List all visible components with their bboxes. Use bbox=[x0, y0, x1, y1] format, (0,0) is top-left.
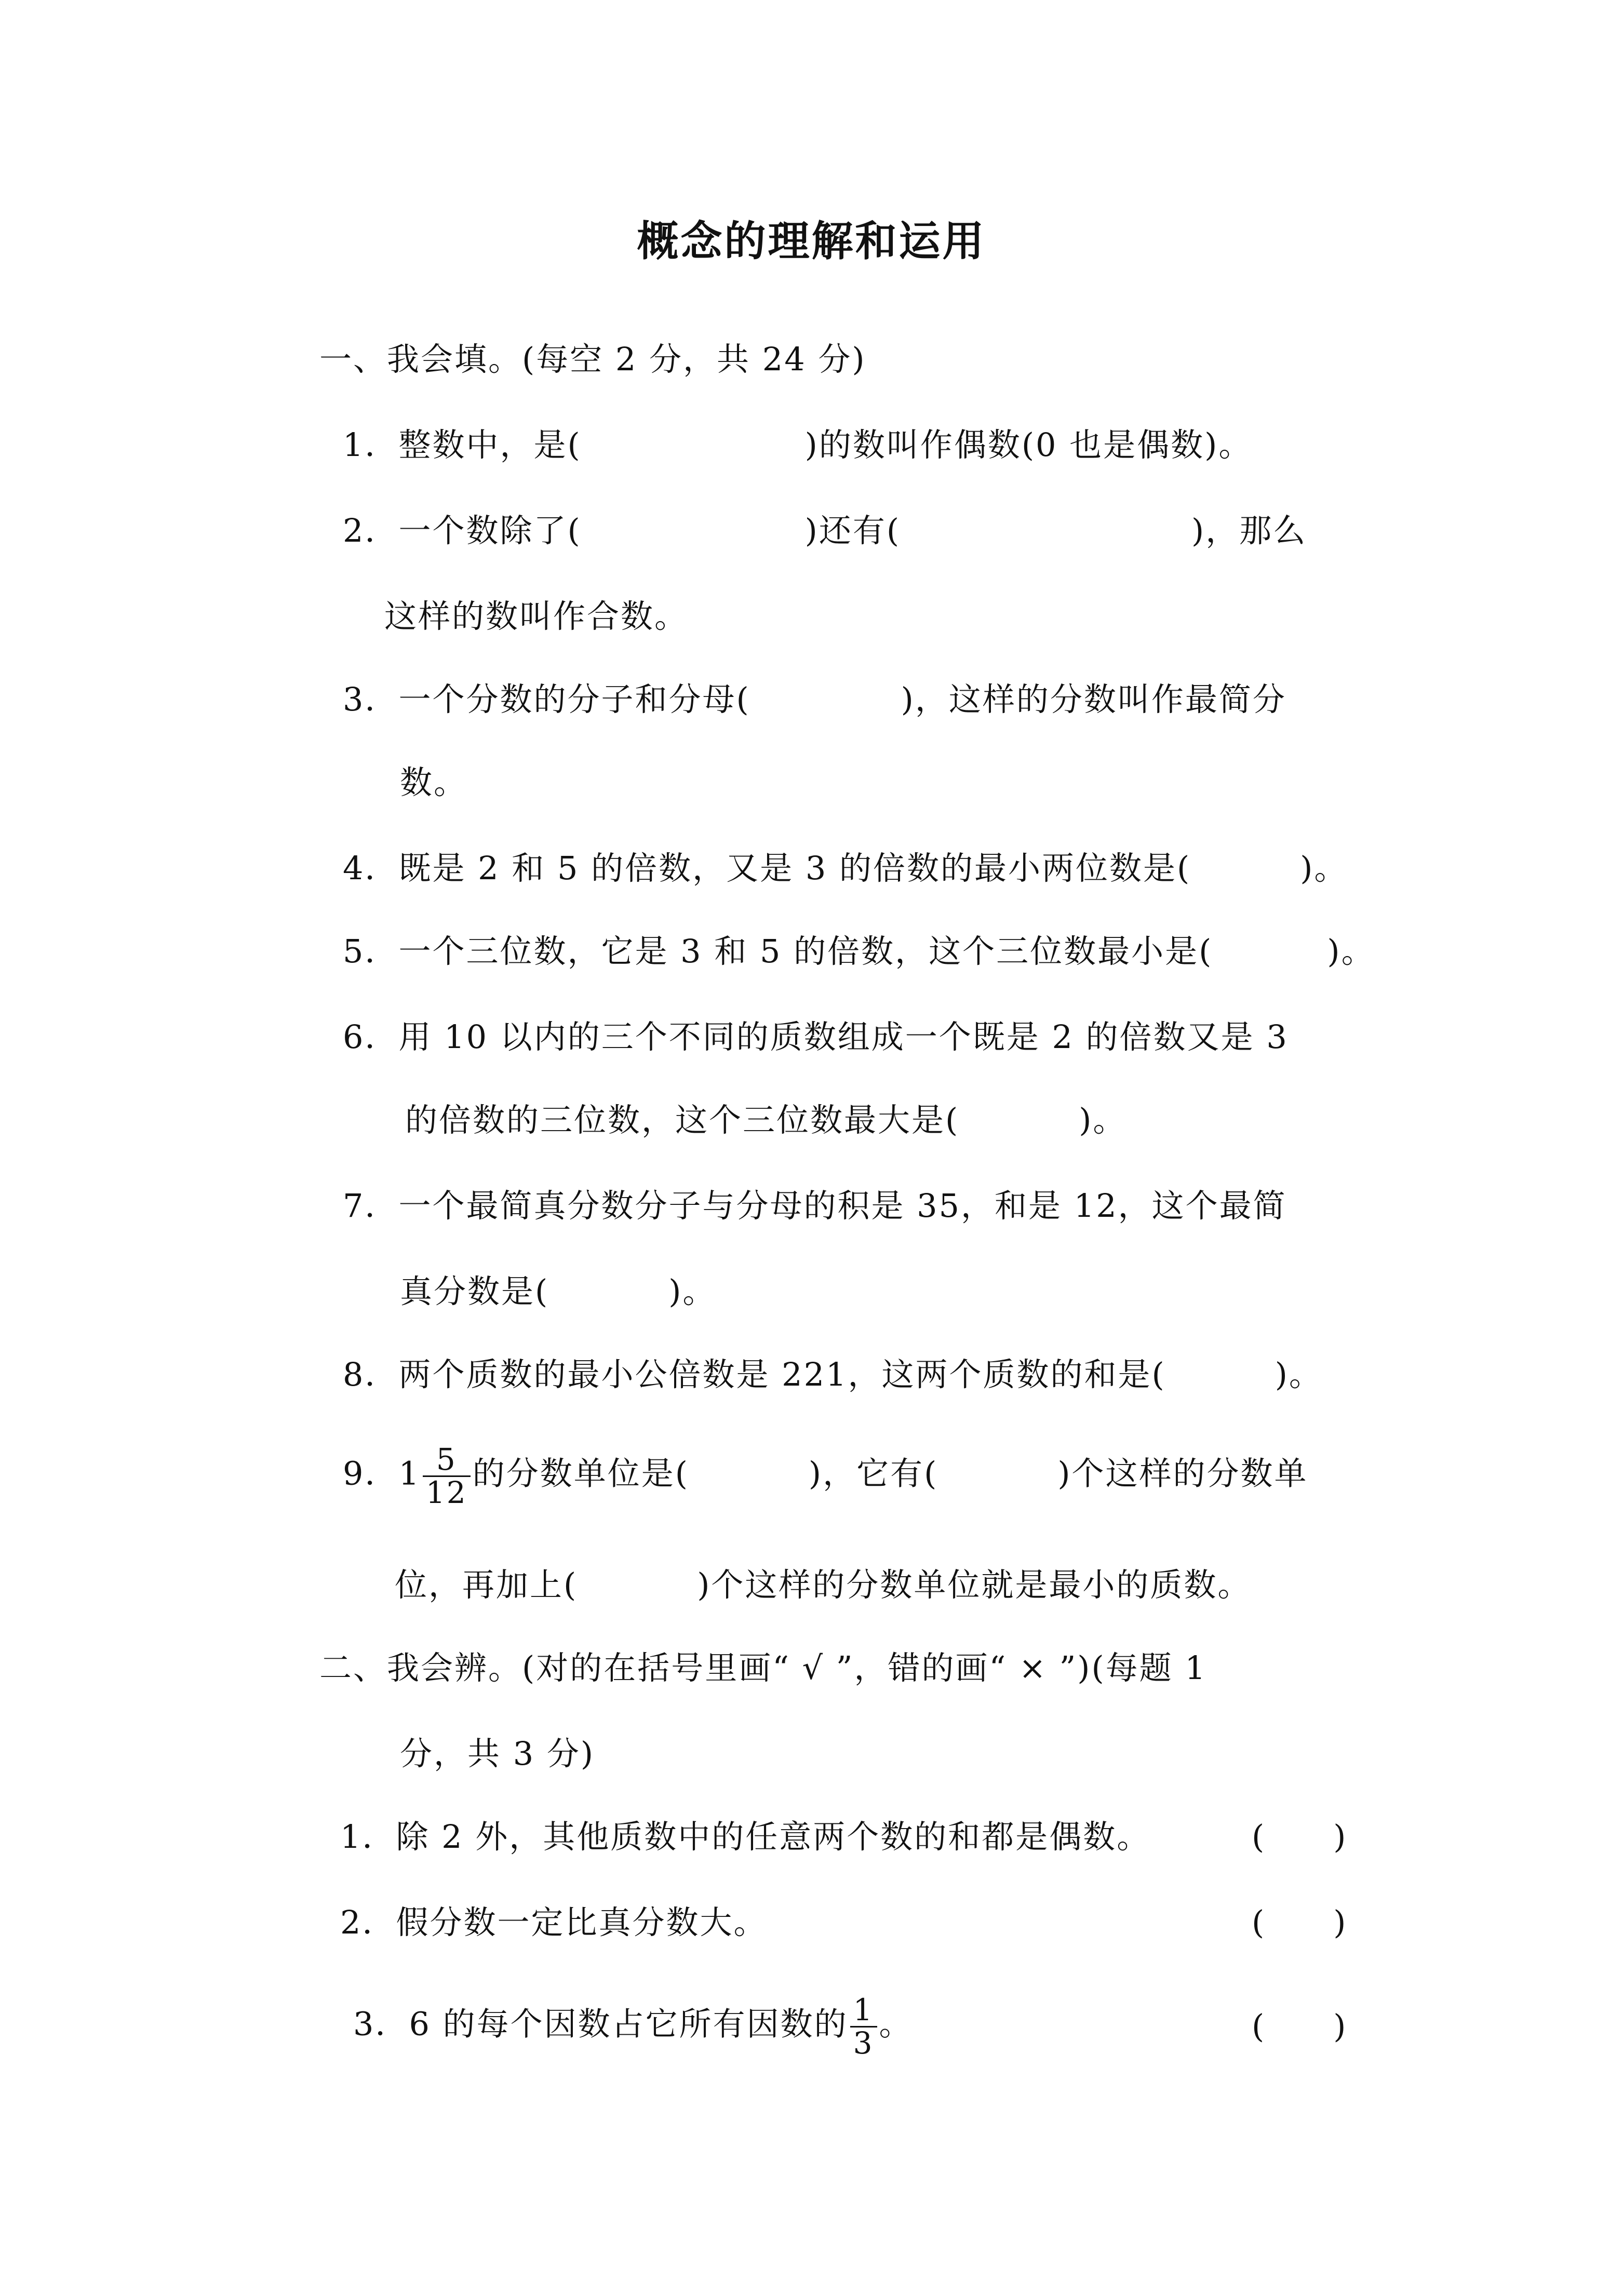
fraction-numerator: 5 bbox=[423, 1444, 471, 1477]
question-1-6: 6．用 10 以内的三个不同的质数组成一个既是 2 的倍数又是 3 bbox=[343, 1018, 1289, 1056]
question-text: 1．整数中，是( bbox=[343, 426, 582, 464]
question-1-7: 7．一个最简真分数分子与分母的积是 35，和是 12，这个最简 bbox=[343, 1187, 1287, 1225]
question-text: )的数叫作偶数(0 也是偶数)。 bbox=[804, 426, 1253, 464]
answer-bracket[interactable]: ( ) bbox=[1252, 1903, 1348, 1941]
question-text: 3．一个分数的分子和分母( bbox=[343, 680, 750, 718]
question-text: )。 bbox=[1275, 1355, 1323, 1393]
question-text: )，那么 bbox=[1191, 512, 1307, 549]
question-text: 8．两个质数的最小公倍数是 221，这两个质数的和是( bbox=[343, 1355, 1166, 1393]
question-2-1: 1．除 2 外，其他质数中的任意两个数的和都是偶数。 bbox=[340, 1818, 1151, 1856]
fraction-numerator: 1 bbox=[850, 1994, 877, 2028]
question-text: )，这样的分数叫作最简分 bbox=[901, 680, 1286, 718]
question-text: )还有( bbox=[804, 512, 901, 549]
question-1-7-cont bbox=[400, 1272, 716, 1311]
question-1-6-cont bbox=[405, 1101, 1126, 1139]
question-text: 位，再加上( bbox=[395, 1566, 578, 1604]
question-text: 3．6 的每个因数占它所有因数的 bbox=[353, 2005, 848, 2043]
question-1-5 bbox=[343, 932, 1375, 971]
question-2-2: 2．假分数一定比真分数大。 bbox=[340, 1903, 768, 1941]
question-text: 9．1 bbox=[343, 1454, 421, 1493]
fraction-denominator: 12 bbox=[425, 1474, 467, 1510]
question-text: )。 bbox=[668, 1272, 717, 1310]
page-title: 概念的理解和运用 bbox=[637, 217, 986, 265]
question-text: 。 bbox=[879, 2005, 913, 2043]
question-text: )，它有( bbox=[808, 1454, 938, 1493]
question-text: )个这样的分数单 bbox=[1057, 1454, 1308, 1493]
section-2-header: 二、我会辨。(对的在括号里画“ √ ”，错的画“ × ”)(每题 1 bbox=[319, 1649, 1207, 1687]
question-1-1 bbox=[343, 426, 1252, 464]
question-text: )。 bbox=[1300, 849, 1348, 887]
question-text: 的分数单位是( bbox=[472, 1454, 689, 1493]
question-text: )。 bbox=[1327, 932, 1375, 970]
question-1-3-cont: 数。 bbox=[400, 763, 468, 801]
fraction bbox=[423, 1444, 471, 1509]
question-text: 的倍数的三位数，这个三位数最大是( bbox=[405, 1101, 960, 1139]
answer-bracket[interactable]: ( ) bbox=[1252, 2007, 1348, 2045]
section-2-header-cont: 分，共 3 分) bbox=[400, 1735, 595, 1773]
question-1-2 bbox=[343, 512, 1307, 550]
question-1-4 bbox=[343, 849, 1348, 888]
question-1-9 bbox=[343, 1444, 1308, 1509]
question-text: )个这样的分数单位就是最小的质数。 bbox=[697, 1566, 1252, 1604]
answer-bracket[interactable]: ( ) bbox=[1252, 1818, 1348, 1856]
question-2-3 bbox=[353, 1994, 913, 2059]
fraction bbox=[850, 1994, 877, 2059]
question-text: 真分数是( bbox=[400, 1272, 549, 1310]
question-text: 2．一个数除了( bbox=[343, 512, 582, 549]
question-1-2-cont: 这样的数叫作合数。 bbox=[384, 597, 689, 635]
question-text: 5．一个三位数，它是 3 和 5 的倍数，这个三位数最小是( bbox=[343, 932, 1213, 970]
fraction-denominator: 3 bbox=[853, 2025, 874, 2061]
question-1-8 bbox=[343, 1355, 1323, 1394]
question-1-3 bbox=[343, 680, 1286, 719]
question-text: 4．既是 2 和 5 的倍数，又是 3 的倍数的最小两位数是( bbox=[343, 849, 1191, 887]
question-1-9-cont bbox=[395, 1566, 1251, 1604]
question-text: )。 bbox=[1079, 1101, 1127, 1139]
section-1-header: 一、我会填。(每空 2 分，共 24 分) bbox=[319, 340, 866, 378]
